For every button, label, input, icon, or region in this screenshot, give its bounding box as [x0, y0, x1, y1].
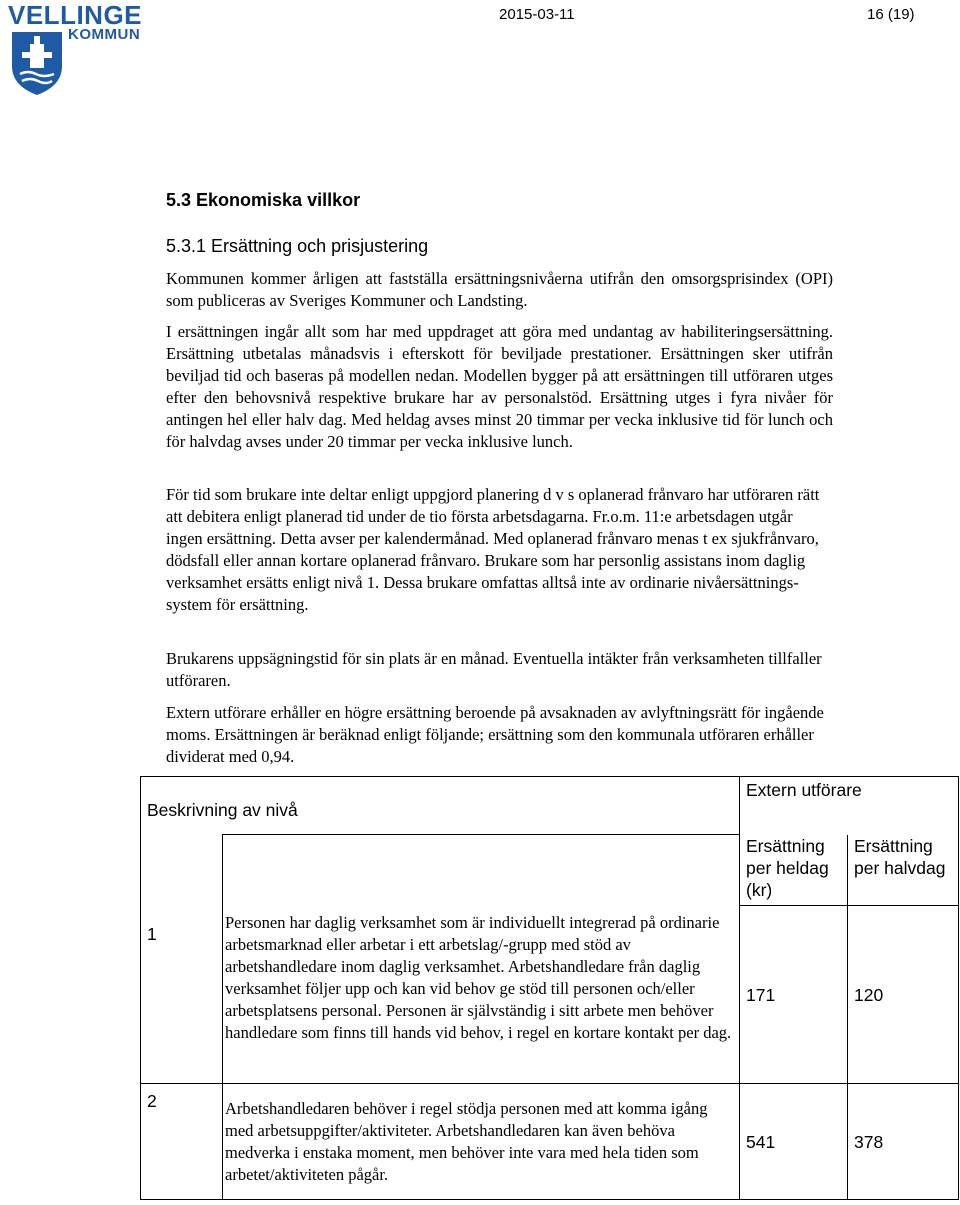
heldag-header: Ersättning per heldag (kr)	[746, 835, 829, 900]
section-heading: 5.3 Ekonomiska villkor	[166, 190, 361, 210]
halvdag-value: 120	[854, 984, 884, 1005]
page-number: 16 (19)	[867, 6, 915, 23]
table-row	[141, 1084, 959, 1200]
logo-name: VELLINGE	[8, 0, 143, 30]
level-description: Personen har daglig verksamhet som är individuellt integrerad på ordinarie arbetsmarknad eller arbetar i ett arbetslag/-grupp med stöd av arbetshandledare inom daglig verksamhet. Arbetshandledare från daglig verksamhet följer upp och kan vid behov ge stöd till personen och/eller arbetsplatsens personal. Personen är självständig i sitt arbete men behöver handledare som finns till hands vid behov, i regel en kortare kontakt per dag.	[225, 912, 732, 1042]
heldag-value: 171	[746, 984, 776, 1005]
paragraph: Extern utförare erhåller en högre ersättning beroende på avsaknaden av avlyftningsrätt för ingående moms. Ersättningen är beräknad enligt följande; ersättning som den kommunala utföraren erhåller dividerat med 0,94.	[166, 703, 824, 766]
compensation-table	[140, 776, 959, 1200]
table-row	[141, 906, 959, 1084]
coat-of-arms-icon	[10, 30, 64, 96]
heldag-value: 541	[746, 1131, 776, 1152]
paragraph: Kommunen kommer årligen att fastställa ersättningsnivåerna utifrån den omsorgsprisindex (OPI) som publiceras av Sveriges Kommuner och Landsting.	[166, 269, 833, 310]
logo-subtitle: KOMMUN	[68, 26, 141, 43]
halvdag-header: Ersättning per halvdag	[854, 835, 946, 878]
level-number: 1	[147, 923, 157, 944]
level-number: 2	[147, 1091, 157, 1111]
paragraph: För tid som brukare inte deltar enligt uppgjord planering d v s oplanerad frånvaro har utföraren rätt att debitera enligt planerad tid under de tio första arbetsdagarna. Fr.o.m. 11:e arbetsdagen utgår ingen ersättning. Detta avser per kalendermånad. Med oplanerad frånvaro menas t ex sjukfrånvaro, dödsfall eller annan kortare oplanerad frånvaro. Brukare som har personlig assistans inom daglig verksamhet ersätts enligt nivå 1. Dessa brukare omfattas alltså inte av ordinarie nivåersättnings-system för ersättning.	[166, 485, 820, 614]
paragraph: I ersättningen ingår allt som har med uppdraget att göra med undantag av habiliteringsersättning. Ersättning utbetalas månadsvis i efterskott för beviljade prestationer. Ersättningen sker utifrån beviljad tid och baseras på modellen nedan. Modellen bygger på att ersättningen till utföraren utges efter den behovsnivå respektive brukare har av personalstöd. Ersättning utges i fyra nivåer för antingen hel eller halv dag. Med heldag avses minst 20 timmar per vecka inklusive tid för lunch och för halvdag avses under 20 timmar per vecka inklusive lunch.	[166, 322, 833, 451]
description-header: Beskrivning av nivå	[147, 800, 298, 820]
paragraph: Brukarens uppsägningstid för sin plats är en månad. Eventuella intäkter från verksamheten tillfaller utföraren.	[166, 649, 822, 690]
halvdag-value: 378	[854, 1131, 884, 1152]
subsection-heading: 5.3.1 Ersättning och prisjustering	[166, 236, 429, 256]
level-description: Arbetshandledaren behöver i regel stödja personen med att komma igång med arbetsuppgifter/aktiviteter. Arbetshandledaren kan även behöva medverka i enstaka moment, men behöver inte vara med hela tiden som arbetet/aktiviteten pågår.	[225, 1098, 708, 1184]
document-date: 2015-03-11	[499, 6, 575, 23]
vellinge-kommun-logo	[8, 0, 158, 96]
external-provider-header: Extern utförare	[746, 780, 862, 800]
